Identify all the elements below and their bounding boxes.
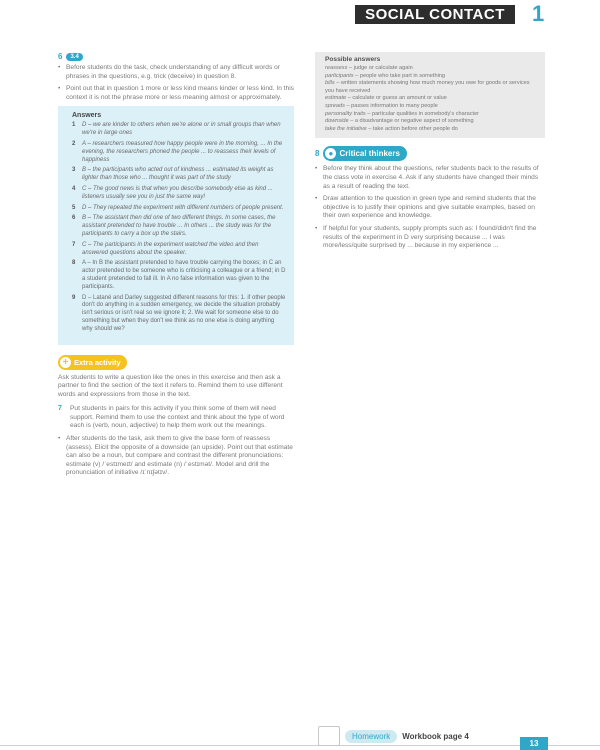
possible-answer: spreads – passes information to many people: [325, 102, 438, 109]
bullet-item: • Draw attention to the question in green type and remind students that the objective is to justify their opinions and give suitable examples, based on their own experience and knowledge.: [315, 195, 545, 221]
possible-answers-box: [315, 52, 545, 138]
answer-item: [72, 295, 286, 334]
section-8-bullets: [315, 165, 545, 250]
bullet-item: • If helpful for your students, supply prompts such as: I found/didn't find the results of the experiment in D very surprising because ... I was more/less/quite surprised by ... because in my experience ...: [315, 225, 545, 251]
answer-item: [72, 122, 286, 138]
unit-title-bar: SOCIAL CONTACT: [355, 5, 515, 24]
section-number: 8: [315, 149, 320, 159]
answer-number: 9: [72, 294, 76, 301]
bullet-item: • After students do the task, ask them to give the base form of reassess (assess). Elicit the opposite of a downside (an upside). Point out that estimate can also be a noun, but compare and contrast the different pronunciations: estimate (v) /ˈestɪmeɪt/ and estimate (n) /ˈestɪmət/. Model and drill the pronunciation of initiative /ɪˈnɪʃətɪv/.: [58, 435, 296, 478]
section-6-bullets: [58, 64, 296, 102]
answers-box: [58, 106, 294, 344]
bullet-item: • Before they think about the questions, refer students back to the results of the class vote in exercise 4. Ask if any students have changed their minds as a result of reading the text.: [315, 165, 545, 191]
section-7-bullets: [58, 435, 296, 478]
unit-number: 1: [532, 1, 545, 26]
section-number: 7: [58, 405, 62, 413]
homework-label: Homework: [345, 730, 397, 743]
extra-activity-text: Ask students to write a question like the ones in this exercise and then ask a partner to find the section of the text it refers to. Remind them to use different words and expressions from those in the text.: [58, 373, 283, 398]
possible-answers-title: Possible answers: [325, 56, 381, 63]
answer-text: D – Latané and Darley suggested different reasons for this: 1. if other people don't do anything in a sudden emergency, we decide the situation probably isn't serious or isn't real so we ignore it; 2. We wait for someone else to do something but when they don't we think as no one else is doing anything why should we?: [82, 294, 286, 332]
answer-number: 6: [72, 215, 76, 222]
answer-number: 5: [72, 204, 76, 211]
answers-title: Answers: [72, 112, 102, 120]
section-number: 6: [58, 52, 63, 61]
house-icon: [318, 726, 340, 746]
possible-answer: estimate – calculate or guess an amount or value: [325, 95, 447, 102]
possible-answer: downside – a disadvantage or negative aspect of something: [325, 118, 474, 125]
workbook-reference: Workbook page 4: [402, 731, 469, 741]
answer-text: D – we are kinder to others when we're alone or in small groups than when we're in large ones: [82, 122, 281, 137]
plus-icon: +: [60, 357, 71, 368]
answer-item: [72, 186, 286, 202]
possible-answer: personality traits – particular qualities in somebody's character: [325, 110, 480, 117]
answer-text: C – The good news is that when you describe somebody else as kind ... listeners usually see you in just the same way!: [82, 185, 273, 200]
answer-text: A – In B the assistant pretended to have trouble carrying the boxes; in C an actor pretended to be someone who is criticising a colleague or a friend; in D a student pretended to fall ill. In A no false information was given to the participants.: [82, 260, 286, 290]
answer-number: 3: [72, 167, 76, 174]
section-7-text: Put students in pairs for this activity if you think some of them will need support. Remind them to use the context and think about the type of word each is (verb, noun, adjective) to help them work out the meanings.: [70, 405, 285, 430]
footer-divider: [0, 745, 600, 746]
critical-thinkers-title: Critical thinkers: [339, 149, 400, 159]
audio-track-badge: 3.4: [66, 53, 82, 61]
answer-item: [72, 215, 286, 238]
answer-item: [72, 260, 286, 291]
homework-footer: [318, 726, 469, 746]
bullet-item: • Point out that in question 1 more or less kind means kinder or less kind. In this context it is not the phrase more or less meaning almost or approximately.: [58, 85, 296, 102]
answer-number: 2: [72, 140, 76, 147]
possible-answer: bills – written statements showing how much money you owe for goods or services you have received: [325, 80, 530, 94]
possible-answer: reassess – judge or calculate again: [325, 65, 413, 71]
answer-number: 7: [72, 241, 76, 248]
left-column: [58, 52, 296, 482]
answer-text: A – researchers measured how happy people were in the morning, ... In the evening, the researchers phoned the people ... to reassess their levels of happiness: [82, 140, 283, 163]
critical-thinkers-label: [323, 146, 406, 161]
page-number: 13: [520, 737, 548, 750]
lightbulb-icon: ●: [325, 148, 336, 159]
answer-item: [72, 167, 286, 183]
possible-answer: take the initiative – take action before other people do: [325, 125, 458, 132]
extra-activity-title: Extra activity: [74, 357, 121, 367]
bullet-item: • Before students do the task, check understanding of any difficult words or phrases in the questions, e.g. trick (deceive) in question 8.: [58, 64, 296, 81]
right-column: [315, 52, 545, 255]
possible-answer: participants – people who take part in something: [325, 72, 446, 79]
answer-number: 1: [72, 122, 76, 129]
extra-activity-label: [58, 355, 127, 370]
answer-item: [72, 141, 286, 164]
answer-text: C – The participants in the experiment watched the video and then answered questions about the speaker.: [82, 241, 259, 256]
section-7: [58, 405, 296, 431]
answer-number: 4: [72, 185, 76, 192]
answer-number: 8: [72, 260, 76, 267]
answer-text: D – They repeated the experiment with different numbers of people present.: [82, 204, 284, 211]
answer-text: B – The assistant then did one of two different things. In some cases, the assistant pretended to have trouble ... In others ... the study was for the participants to carry a box up the stairs.: [82, 215, 276, 237]
answer-text: B – the participants who acted out of kindness ... estimated its weight as lighter than those who ... thought it was part of the study: [82, 167, 274, 182]
answer-item: [72, 242, 286, 258]
section-6-heading: [58, 52, 296, 61]
answer-item: [72, 205, 286, 213]
section-8-heading: [315, 146, 545, 161]
